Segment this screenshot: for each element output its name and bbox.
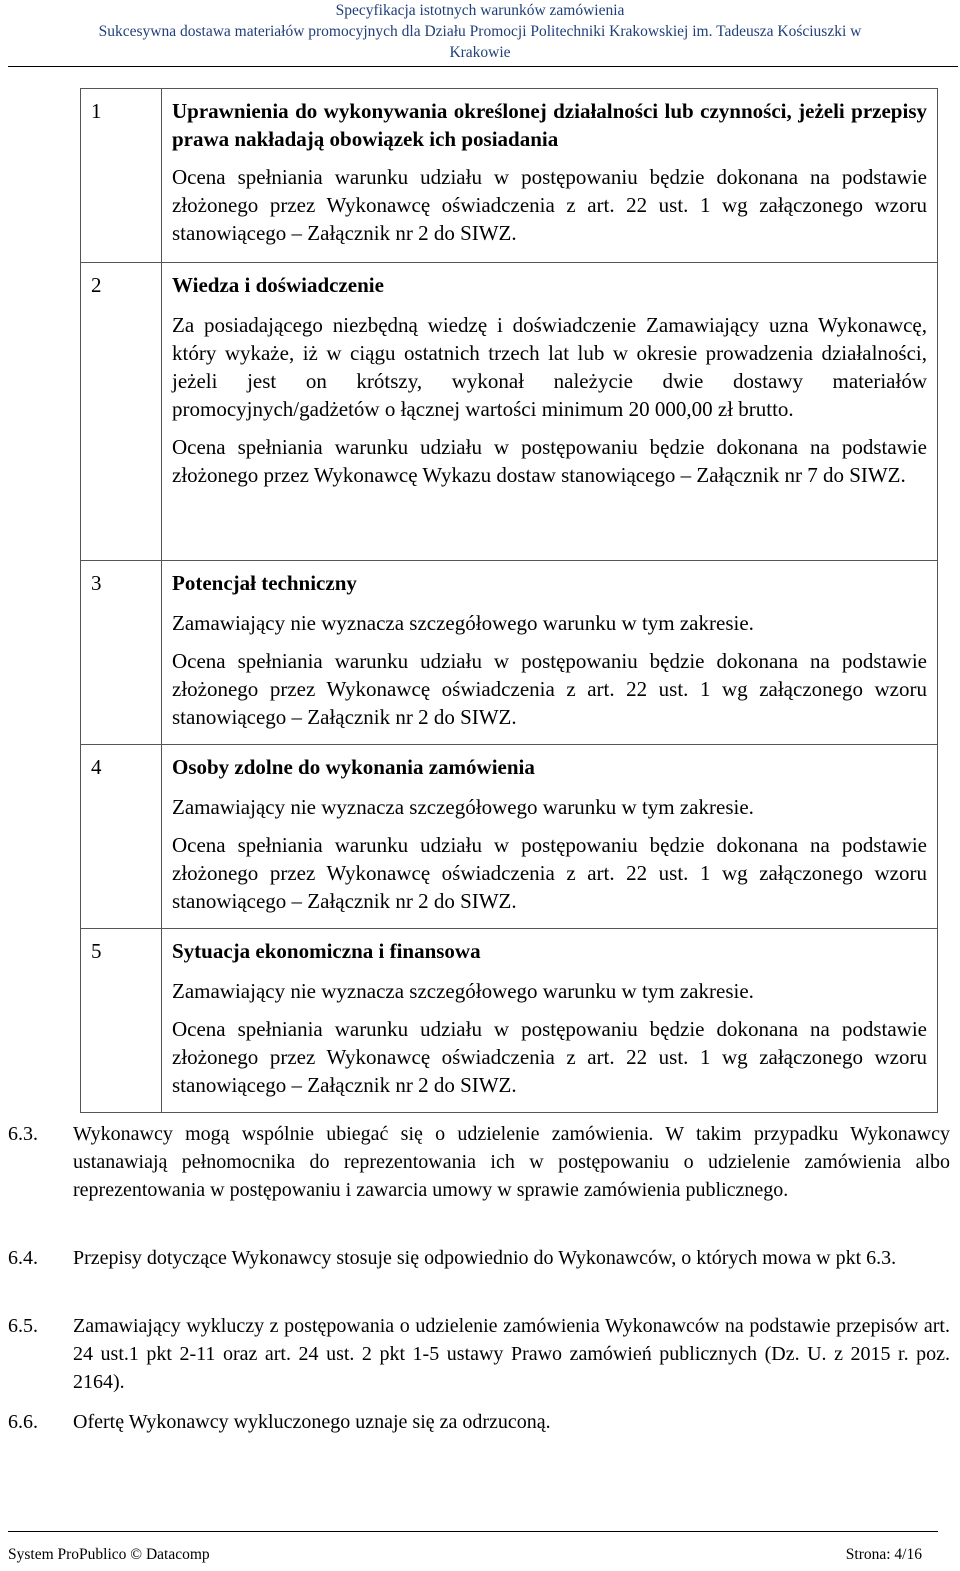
clause-6-4 (8, 1244, 950, 1272)
row-paragraph: Zamawiający nie wyznacza szczegółowego warunku w tym zakresie. (172, 795, 754, 819)
row-paragraph: Ocena spełniania warunku udziału w postępowaniu będzie dokonana na podstawie złożonego przez Wykonawcę Wykazu dostaw stanowiącego – Załącznik nr 7 do SIWZ. (172, 435, 927, 487)
clause-text: Ofertę Wykonawcy wykluczonego uznaje się za odrzuconą. (73, 1411, 551, 1433)
requirements-table (80, 88, 938, 1113)
procurement-title: Sukcesywna dostawa materiałów promocyjnych dla Działu Promocji Politechniki Krakowskiej im. Tadeusza Kościuszki w (98, 23, 862, 40)
row-number: 5 (81, 929, 162, 1113)
clause-6-6 (8, 1408, 950, 1436)
row-title: Osoby zdolne do wykonania zamówienia (172, 755, 535, 779)
clause-number: 6.4. (8, 1247, 38, 1269)
clause-6-3 (8, 1120, 950, 1204)
row-title: Wiedza i doświadczenie (172, 273, 384, 297)
table-row (81, 263, 938, 561)
row-content (162, 89, 938, 263)
clause-6-5 (8, 1312, 950, 1396)
clause-number: 6.3. (8, 1123, 38, 1145)
row-content (162, 929, 938, 1113)
row-paragraph: Zamawiający nie wyznacza szczegółowego warunku w tym zakresie. (172, 611, 754, 635)
table-row (81, 929, 938, 1113)
row-title: Sytuacja ekonomiczna i finansowa (172, 939, 481, 963)
row-paragraph: Ocena spełniania warunku udziału w postępowaniu będzie dokonana na podstawie złożonego przez Wykonawcę oświadczenia z art. 22 ust. 1 wg załączonego wzoru stanowiącego – Załącznik nr 2 do SIWZ. (172, 649, 927, 729)
clause-number: 6.5. (8, 1315, 38, 1337)
row-number: 4 (81, 745, 162, 929)
row-content (162, 745, 938, 929)
procurement-title-cont: Krakowie (449, 44, 511, 61)
row-title: Uprawnienia do wykonywania określonej działalności lub czynności, jeżeli przepisy prawa nakładają obowiązek ich posiadania (172, 99, 927, 151)
clause-text: Wykonawcy mogą wspólnie ubiegać się o udzielenie zamówienia. W takim przypadku Wykonawcy ustanawiają pełnomocnika do reprezentowania ich w postępowaniu o udzielenie zamówienia albo reprezentowania w postępowaniu i zawarcia umowy w sprawie zamówienia publicznego. (73, 1123, 950, 1201)
row-title: Potencjał techniczny (172, 571, 357, 595)
clause-number: 6.6. (8, 1411, 38, 1433)
footer-divider (8, 1531, 938, 1532)
row-number: 2 (81, 263, 162, 561)
row-paragraph: Ocena spełniania warunku udziału w postępowaniu będzie dokonana na podstawie złożonego przez Wykonawcę oświadczenia z art. 22 ust. 1 wg załączonego wzoru stanowiącego – Załącznik nr 2 do SIWZ. (172, 1017, 927, 1097)
footer-system-name: System ProPublico © Datacomp (8, 1546, 210, 1563)
page-header (0, 0, 960, 63)
row-paragraph: Zamawiający nie wyznacza szczegółowego warunku w tym zakresie. (172, 979, 754, 1003)
clause-text: Zamawiający wykluczy z postępowania o udzielenie zamówienia Wykonawców na podstawie przepisów art. 24 ust.1 pkt 2-11 oraz art. 24 ust. 2 pkt 1-5 ustawy Prawo zamówień publicznych (Dz. U. z 2015 r. poz. 2164). (73, 1315, 950, 1393)
row-paragraph: Ocena spełniania warunku udziału w postępowaniu będzie dokonana na podstawie złożonego przez Wykonawcę oświadczenia z art. 22 ust. 1 wg załączonego wzoru stanowiącego – Załącznik nr 2 do SIWZ. (172, 833, 927, 913)
row-number: 1 (81, 89, 162, 263)
row-content (162, 561, 938, 745)
row-paragraph: Za posiadającego niezbędną wiedzę i doświadczenie Zamawiający uzna Wykonawcę, który wykaże, iż w ciągu ostatnich trzech lat lub w okresie prowadzenia działalności, jeżeli jest on krótszy, wykonał należycie dwie dostawy materiałów promocyjnych/gadżetów o łącznej wartości minimum 20 000,00 zł brutto. (172, 313, 927, 421)
table-row (81, 89, 938, 263)
row-paragraph: Ocena spełniania warunku udziału w postępowaniu będzie dokonana na podstawie złożonego przez Wykonawcę oświadczenia z art. 22 ust. 1 wg załączonego wzoru stanowiącego – Załącznik nr 2 do SIWZ. (172, 165, 927, 245)
row-number: 3 (81, 561, 162, 745)
header-divider (8, 66, 958, 67)
document-title: Specyfikacja istotnych warunków zamówienia (335, 2, 625, 19)
page-number: Strona: 4/16 (845, 1546, 922, 1563)
clause-text: Przepisy dotyczące Wykonawcy stosuje się odpowiednio do Wykonawców, o których mowa w pkt 6.3. (73, 1247, 897, 1269)
table-row (81, 745, 938, 929)
row-content (162, 263, 938, 561)
table-row (81, 561, 938, 745)
